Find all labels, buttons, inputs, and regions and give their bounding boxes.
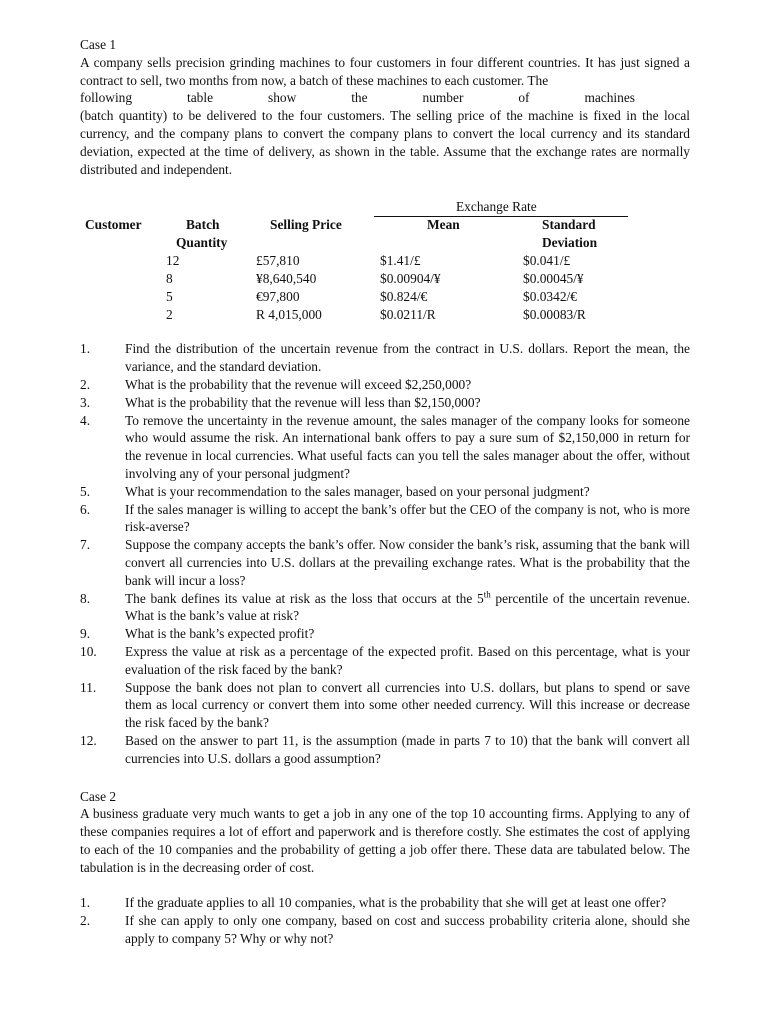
question-item — [80, 376, 690, 394]
col-header-batch: Batch — [186, 217, 220, 233]
row-mean: $0.824/€ — [380, 289, 428, 305]
superscript-th: th — [483, 589, 491, 600]
question-number: 7. — [80, 537, 91, 553]
row-qty: 8 — [166, 271, 173, 287]
question-number: 8. — [80, 590, 91, 606]
question-text: Suppose the bank does not plan to convert all currencies into U.S. dollars, but plans to spend or save them as local currency or convert them into some other needed currency. Will this increase or decrease the risk faced by the bank? — [125, 679, 690, 731]
question-number: 5. — [80, 483, 91, 499]
question-text — [125, 590, 690, 626]
question-number: 4. — [80, 412, 91, 428]
question-text-part: percentile of the uncertain revenue. What is the bank’s value at risk? — [125, 590, 690, 624]
question-text: To remove the uncertainty in the revenue amount, the sales manager of the company looks for someone who would assume the risk. An international bank offers to pay a sure sum of $2,150,000 in return for the revenue in local currencies. What useful facts can you tell the sales manager about the offer, without involving any of your personal judgment? — [125, 412, 690, 481]
spread-word: following — [80, 90, 133, 106]
exchange-rate-table — [80, 198, 690, 326]
question-text: Suppose the company accepts the bank’s offer. Now consider the bank’s risk, assuming that the bank will convert all currencies into U.S. dollars at the prevailing exchange rates. What is the probability that the bank will incur a loss? — [125, 537, 690, 588]
question-number: 11. — [80, 679, 97, 695]
document-page — [80, 36, 690, 948]
question-number: 10. — [80, 643, 97, 659]
col-header-quantity: Quantity — [176, 235, 228, 251]
question-number: 12. — [80, 732, 97, 748]
question-number: 9. — [80, 626, 91, 642]
row-qty: 12 — [166, 253, 180, 269]
row-sd: $0.0342/€ — [523, 289, 577, 305]
case1-intro-rest: (batch quantity) to be delivered to the four customers. The selling price of the machine is fixed in the local currency, and the company plans to convert the company plans to convert the local currency and its standard deviation, expected at the time of delivery, as shown in the table. Assume that the exchange rates are normally distributed and independent. — [80, 108, 690, 177]
row-price: R 4,015,000 — [256, 307, 322, 323]
row-sd: $0.00045/¥ — [523, 271, 584, 287]
question-text: If she can apply to only one company, based on cost and success probability criteria alone, should she apply to company 5? Why or why not? — [125, 913, 690, 947]
case1-intro-line1: A company sells precision grinding machines to four customers in four different countries. It has just signed a contract to sell, two months from now, a batch of these machines to each customer. The — [80, 54, 690, 88]
question-item — [80, 679, 690, 732]
question-text: What is the bank’s expected profit? — [125, 626, 315, 642]
row-price: £57,810 — [256, 253, 300, 269]
row-qty: 5 — [166, 289, 173, 305]
question-text: What is the probability that the revenue will exceed $2,250,000? — [125, 376, 472, 392]
question-item — [80, 394, 690, 412]
spread-word: the — [351, 90, 368, 106]
question-item — [80, 412, 690, 483]
row-sd: $0.00083/R — [523, 307, 586, 323]
row-sd: $0.041/£ — [523, 253, 571, 269]
question-number: 1. — [80, 895, 91, 911]
question-number: 2. — [80, 913, 91, 929]
col-header-mean: Mean — [427, 217, 460, 233]
question-text: If the sales manager is willing to accept the bank’s offer but the CEO of the company is not, who is more risk-averse? — [125, 501, 690, 535]
question-item — [80, 590, 690, 626]
row-price: ¥8,640,540 — [256, 271, 317, 287]
question-text-part: The bank defines its value at risk as the loss that occurs at the 5 — [125, 590, 484, 606]
question-item — [80, 894, 690, 912]
question-number: 1. — [80, 341, 91, 357]
case2-heading: Case 2 — [80, 788, 117, 804]
question-item — [80, 483, 690, 501]
question-item — [80, 536, 690, 589]
question-text: Express the value at risk as a percentage of the expected profit. Based on this percentage, what is your evaluation of the risk faced by the bank? — [125, 643, 690, 677]
spread-word: show — [267, 90, 297, 106]
case1-intro-spread-line — [80, 89, 690, 107]
row-price: €97,800 — [256, 289, 300, 305]
question-item — [80, 625, 690, 643]
question-number: 6. — [80, 501, 91, 517]
col-header-deviation: Deviation — [542, 235, 598, 251]
row-qty: 2 — [166, 307, 173, 323]
row-mean: $0.00904/¥ — [380, 271, 441, 287]
question-item — [80, 643, 690, 679]
row-mean: $0.0211/R — [380, 307, 436, 323]
col-header-customer: Customer — [85, 217, 142, 233]
question-text: If the graduate applies to all 10 companies, what is the probability that she will get at least one offer? — [125, 895, 667, 911]
case1-heading: Case 1 — [80, 37, 117, 52]
question-text: What is your recommendation to the sales manager, based on your personal judgment? — [125, 483, 590, 499]
col-header-standard: Standard — [542, 217, 596, 233]
question-text: Find the distribution of the uncertain revenue from the contract in U.S. dollars. Report the mean, the variance, and the standard deviation. — [125, 341, 690, 375]
question-item — [80, 912, 690, 948]
case2-questions — [80, 894, 690, 947]
col-header-selling-price: Selling Price — [270, 217, 342, 233]
case1-intro — [80, 54, 690, 179]
question-item — [80, 501, 690, 537]
question-text: Based on the answer to part 11, is the assumption (made in parts 7 to 10) that the bank will convert all currencies into U.S. dollars a good assumption? — [125, 732, 690, 766]
question-number: 2. — [80, 376, 91, 392]
exchange-rate-group-header: Exchange Rate — [456, 199, 537, 215]
question-item — [80, 732, 690, 768]
spread-word: machines — [584, 90, 636, 106]
question-item — [80, 340, 690, 376]
row-mean: $1.41/£ — [380, 253, 421, 269]
question-text: What is the probability that the revenue will less than $2,150,000? — [125, 394, 481, 410]
case1-questions — [80, 340, 690, 767]
spread-word: of — [518, 90, 530, 106]
question-number: 3. — [80, 394, 91, 410]
case2-intro: A business graduate very much wants to get a job in any one of the top 10 accounting firms. Applying to any of these companies requires a lot of effort and paperwork and is therefore costly. She estimates the cost of applying to each of the 10 companies and the probability of getting a job offer there. These data are tabulated below. The tabulation is in the decreasing order of cost. — [80, 806, 690, 875]
spread-word: number — [422, 90, 464, 106]
spread-word: table — [187, 90, 214, 106]
